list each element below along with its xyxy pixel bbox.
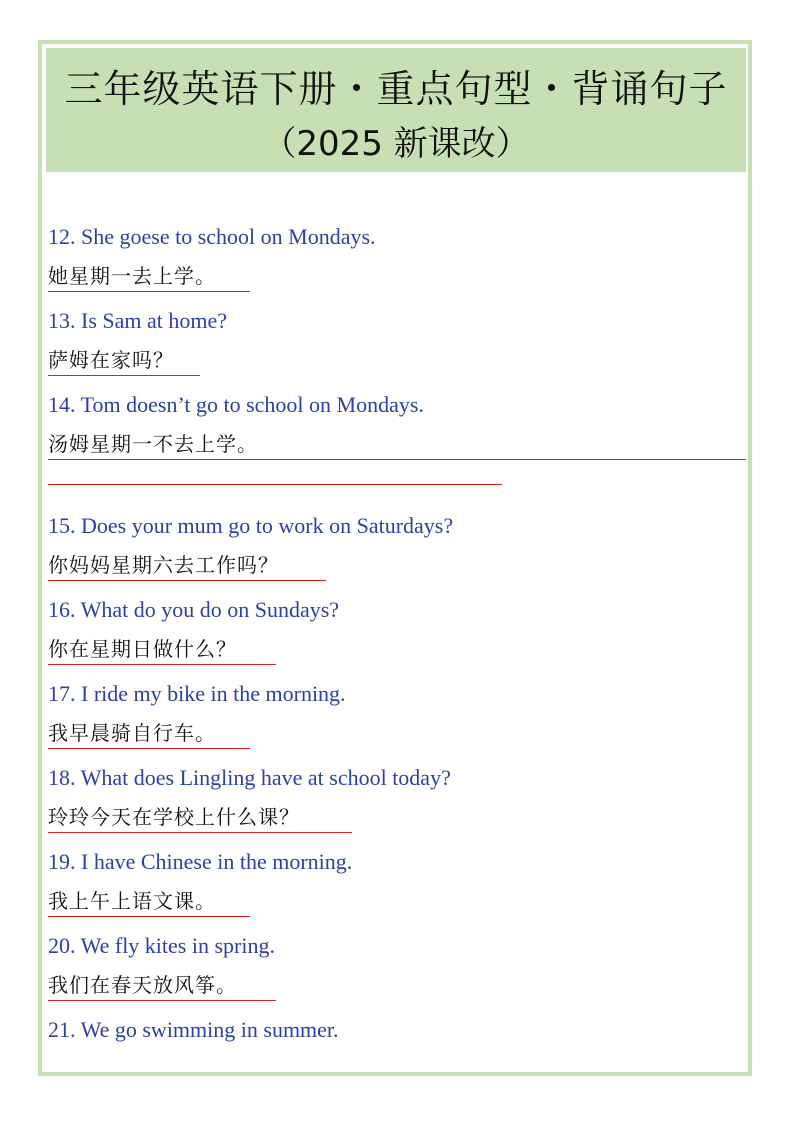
chinese-translation: 我们在春天放风筝。 — [48, 970, 276, 1001]
english-sentence: 14. Tom doesn’t go to school on Mondays. — [48, 392, 424, 417]
chinese-translation: 汤姆星期一不去上学。 — [48, 429, 746, 460]
sentence-item-12 — [48, 222, 748, 306]
english-sentence: 13. Is Sam at home? — [48, 308, 228, 333]
sentence-item-15 — [48, 511, 748, 595]
sentence-item-13 — [48, 306, 748, 390]
english-sentence: 17. I ride my bike in the morning. — [48, 681, 346, 706]
chinese-translation: 我早晨骑自行车。 — [48, 718, 250, 749]
page-title: 三年级英语下册・重点句型・背诵句子 — [64, 67, 728, 111]
chinese-translation: 我上午上语文课。 — [48, 886, 250, 917]
title-banner — [46, 48, 746, 172]
sentence-list — [48, 222, 748, 1044]
english-sentence: 19. I have Chinese in the morning. — [48, 849, 353, 874]
sentence-item-16 — [48, 595, 748, 679]
chinese-translation: 你在星期日做什么？ — [48, 634, 276, 665]
sentence-item-18 — [48, 763, 748, 847]
chinese-translation: 萨姆在家吗？ — [48, 345, 200, 376]
sentence-item-20 — [48, 931, 748, 1015]
blank-writing-line — [48, 484, 502, 485]
sentence-item-14 — [48, 390, 748, 485]
english-sentence: 16. What do you do on Sundays? — [48, 597, 340, 622]
sentence-item-21 — [48, 1015, 748, 1044]
page-subtitle: （2025 新课改） — [262, 124, 530, 164]
sentence-item-19 — [48, 847, 748, 931]
chinese-translation: 玲玲今天在学校上什么课？ — [48, 802, 352, 833]
chinese-translation: 你妈妈星期六去工作吗？ — [48, 550, 326, 581]
chinese-translation: 她星期一去上学。 — [48, 261, 250, 292]
english-sentence: 15. Does your mum go to work on Saturdays? — [48, 513, 454, 538]
english-sentence: 18. What does Lingling have at school today? — [48, 765, 451, 790]
sentence-item-17 — [48, 679, 748, 763]
english-sentence: 12. She goese to school on Mondays. — [48, 224, 376, 249]
english-sentence: 21. We go swimming in summer. — [48, 1017, 339, 1042]
english-sentence: 20. We fly kites in spring. — [48, 933, 275, 958]
